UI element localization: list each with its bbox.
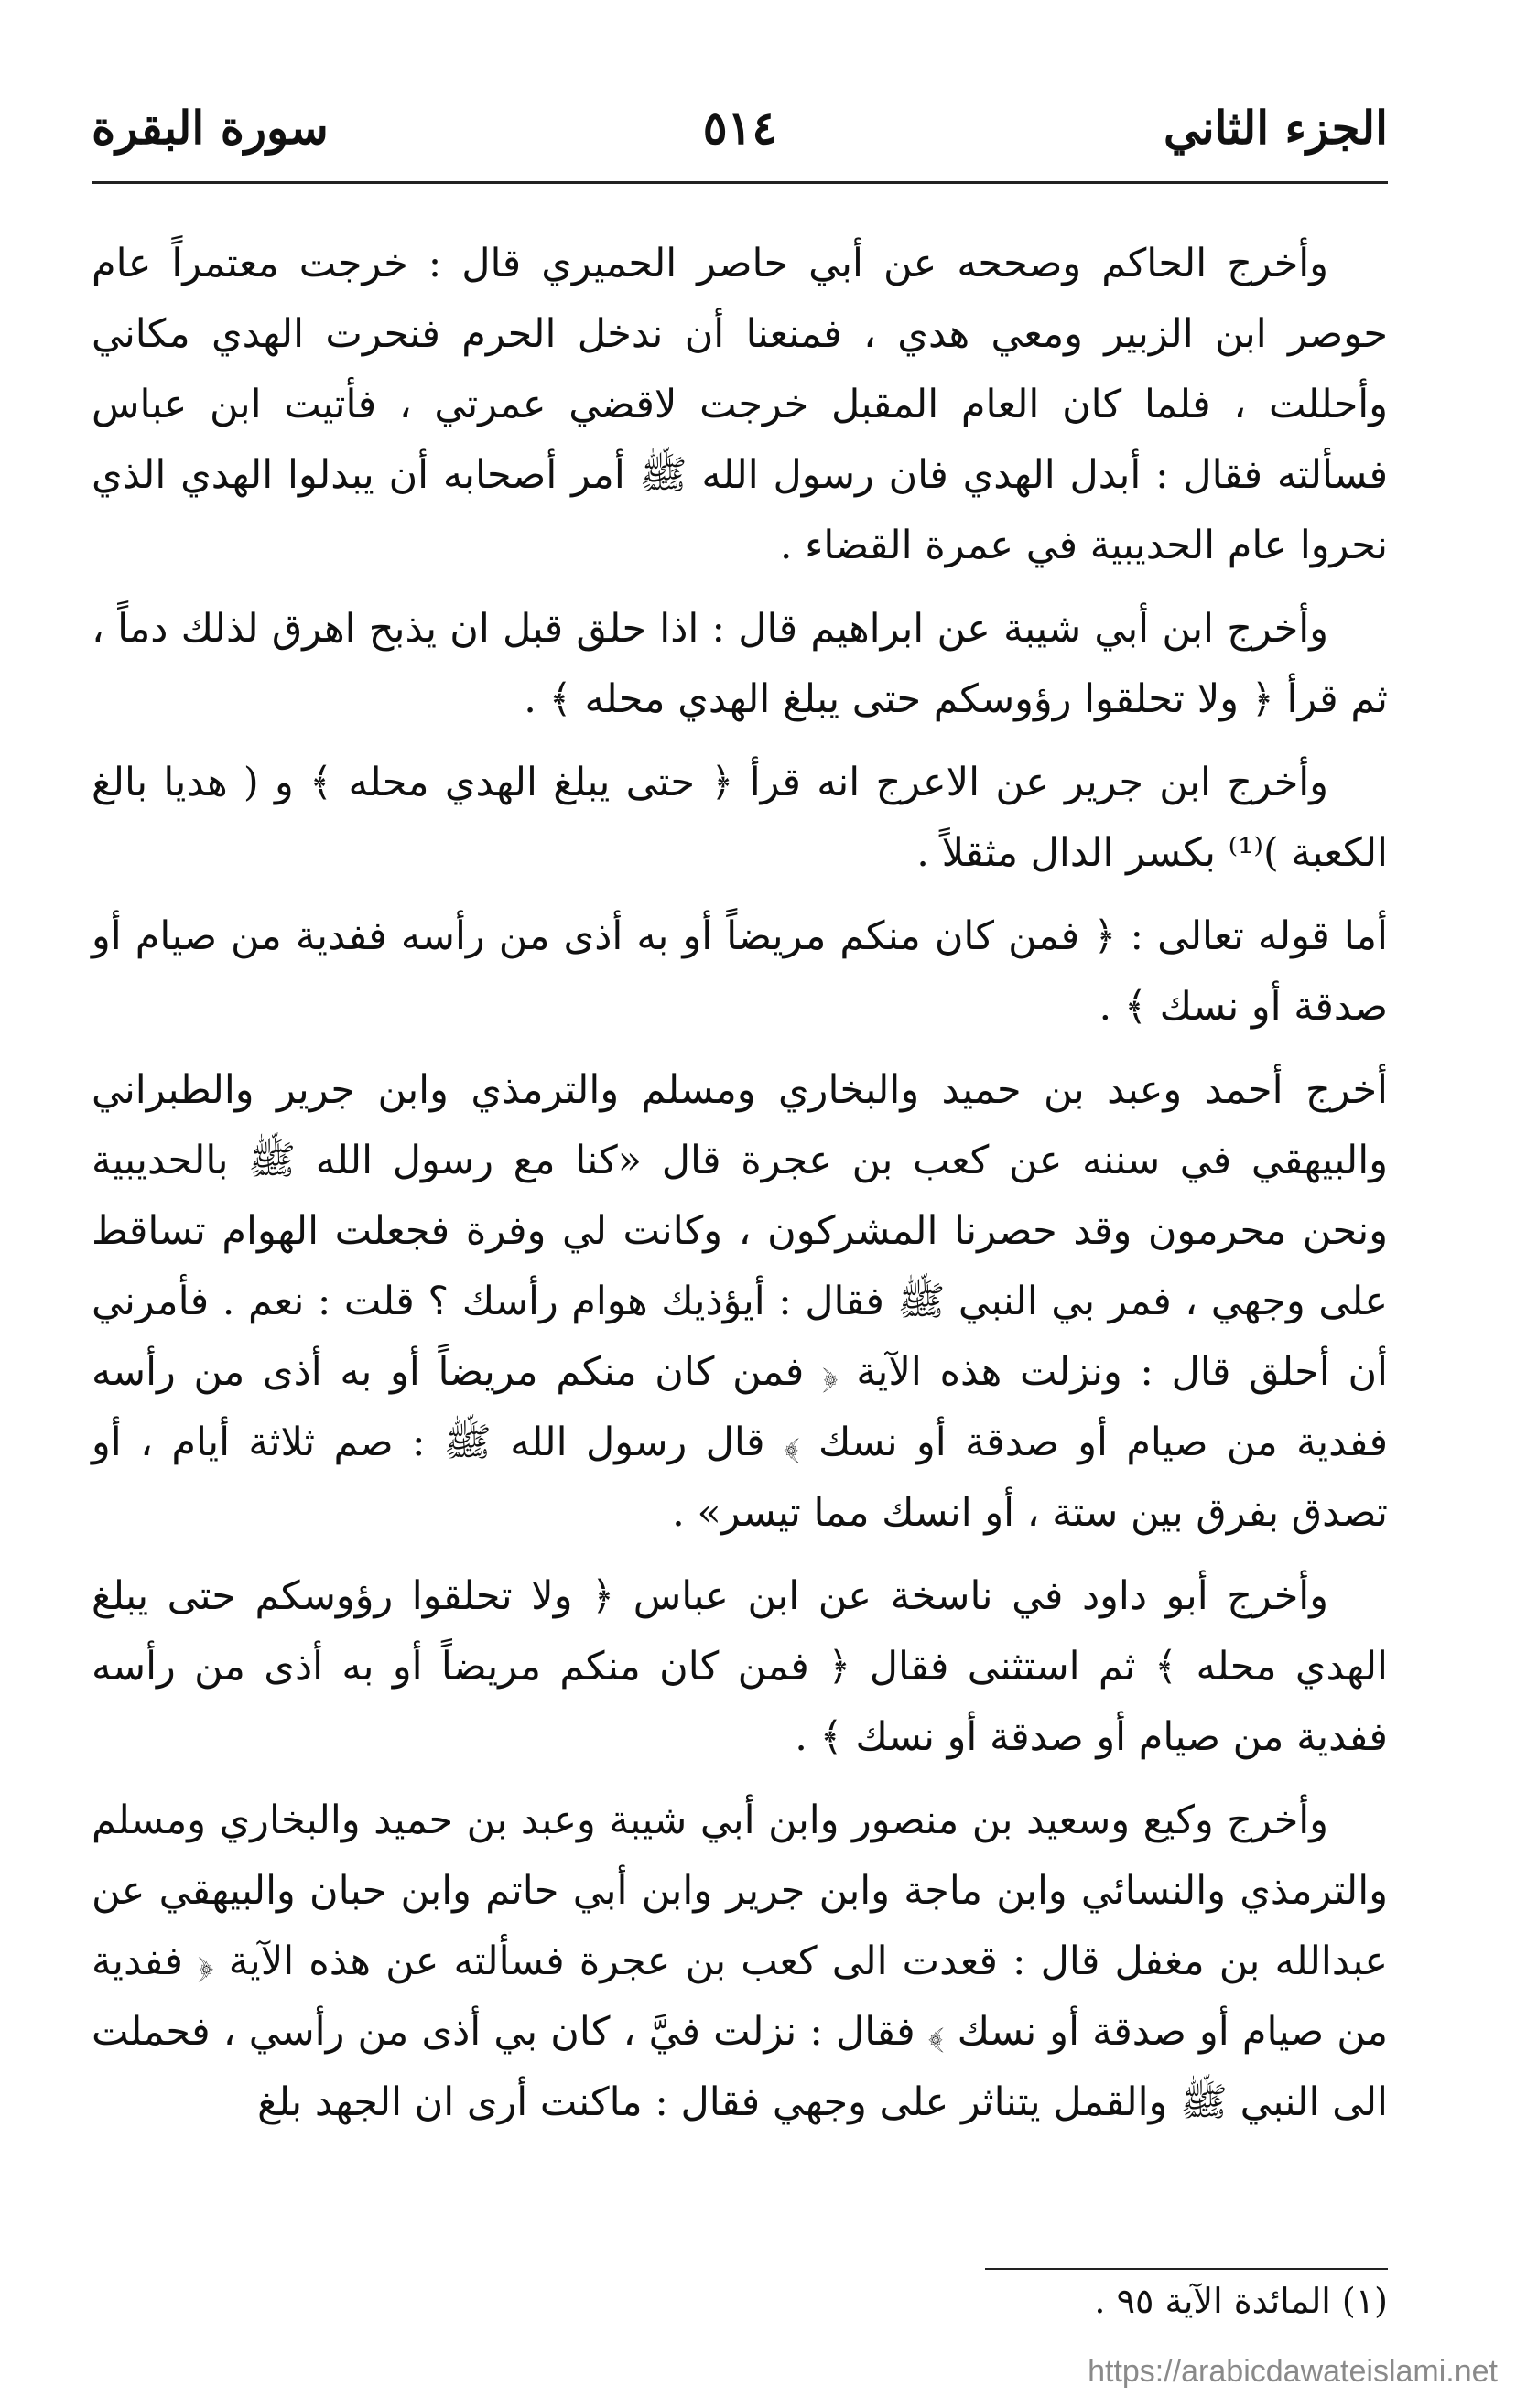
paragraph-4: أما قوله تعالى : ﴿ فمن كان منكم مريضاً أو به أذى من رأسه ففدية من صيام أو صدقة أو نسك ﴾ .: [92, 913, 1388, 1030]
paragraph-5: أخرج أحمد وعبد بن حميد والبخاري ومسلم والترمذي وابن جرير والطبراني والبيهقي في سننه عن كعب بن عجرة قال «كنا مع رسول الله ﷺ بالحديبية ونحن محرمون وقد حصرنا المشركون ، وكانت لي وفرة فجعلت الهوام تساقط على وجهي ، فمر بي النبي ﷺ فقال : أيؤذيك هوام رأسك ؟ قلت : نعم . فأمرني أن أحلق قال : ونزلت هذه الآية ﴿ فمن كان منكم مريضاً أو به أذى من رأسه ففدية من صيام أو صدقة أو نسك ﴾ قال رسول الله ﷺ : صم ثلاثة أيام ، أو تصدق بفرق بين ستة ، أو انسك مما تيسر» .: [92, 1067, 1388, 1536]
footnote: (١) المائدة الآية ٩٥ .: [1094, 2281, 1388, 2321]
surah-label: سورة البقرة: [92, 101, 329, 155]
page-header: [92, 101, 1388, 174]
paragraph-3: وأخرج ابن جرير عن الاعرج انه قرأ ﴿ حتى يبلغ الهدي محله ﴾ و ( هديا بالغ الكعبة )⁽¹⁾ بكسر الدال مثقلاً .: [92, 760, 1388, 876]
header-divider: [92, 181, 1388, 184]
paragraph-6: وأخرج أبو داود في ناسخة عن ابن عباس ﴿ ولا تحلقوا رؤوسكم حتى يبلغ الهدي محله ﴾ ثم استثنى فقال ﴿ فمن كان منكم مريضاً أو به أذى من رأسه ففدية من صيام أو صدقة أو نسك ﴾ .: [92, 1573, 1388, 1760]
paragraph-2: وأخرج ابن أبي شيبة عن ابراهيم قال : اذا حلق قبل ان يذبح اهرق لذلك دماً ، ثم قرأ ﴿ ولا تحلقوا رؤوسكم حتى يبلغ الهدي محله ﴾ .: [92, 606, 1388, 722]
page-body: [92, 229, 1388, 2151]
page-number: ٥١٤: [702, 101, 777, 155]
footnote-divider: [985, 2268, 1388, 2270]
watermark-url: https://arabicdawateislami.net: [1088, 2354, 1498, 2389]
paragraph-1: وأخرج الحاكم وصححه عن أبي حاصر الحميري قال : خرجت معتمراً عام حوصر ابن الزبير ومعي هدي ، فمنعنا أن ندخل الحرم فنحرت الهدي مكاني وأحللت ، فلما كان العام المقبل خرجت لاقضي عمرتي ، فأتيت ابن عباس فسألته فقال : أبدل الهدي فان رسول الله ﷺ أمر أصحابه أن يبدلوا الهدي الذي نحروا عام الحديبية في عمرة القضاء .: [92, 241, 1388, 568]
part-label: الجزء الثاني: [1164, 101, 1388, 155]
paragraph-7: وأخرج وكيع وسعيد بن منصور وابن أبي شيبة وعبد بن حميد والبخاري ومسلم والترمذي والنسائي وابن ماجة وابن جرير وابن أبي حاتم وابن حبان والبيهقي عن عبدالله بن مغفل قال : قعدت الى كعب بن عجرة فسألته عن هذه الآية ﴿ ففدية من صيام أو صدقة أو نسك ﴾ فقال : نزلت فيَّ ، كان بي أذى من رأسي ، فحملت الى النبي ﷺ والقمل يتناثر على وجهي فقال : ماكنت أرى ان الجهد بلغ: [92, 1798, 1388, 2125]
